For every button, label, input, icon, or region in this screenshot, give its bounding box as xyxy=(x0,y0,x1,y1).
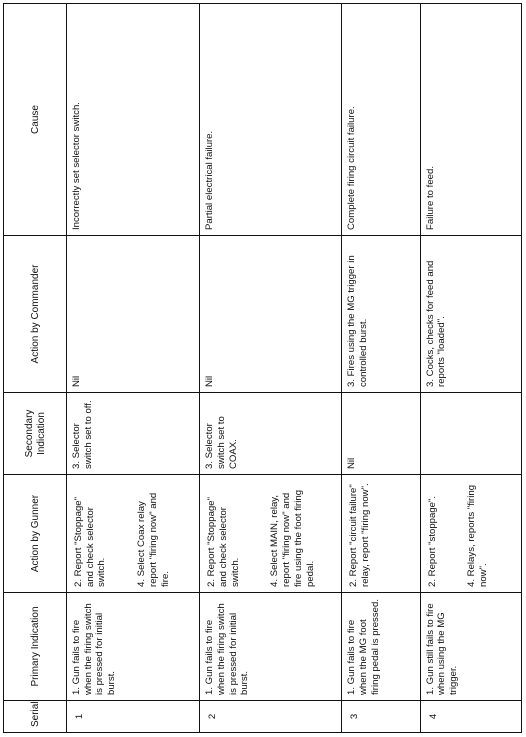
gunner-step: 4. Relays, reports "firing now". xyxy=(466,484,490,587)
header-action-by-gunner: Action by Gunner xyxy=(4,475,67,593)
cause-cell: Partial electrical failure. xyxy=(200,4,342,236)
gunner-step: 4. Select Coax relay report "firing now" and fire. xyxy=(136,492,171,587)
gunner-action-cell xyxy=(420,475,521,593)
gunner-action-cell xyxy=(342,475,420,593)
gunner-action-cell xyxy=(67,475,200,593)
primary-indication-cell: 1. Gun still fails to fire when using the MG trigger. xyxy=(420,593,521,701)
commander-action-cell: Nil xyxy=(200,236,342,393)
gunner-step: 2. Report "stoppage". xyxy=(426,495,438,587)
gunner-action-cell xyxy=(200,475,342,593)
header-row xyxy=(4,4,67,733)
secondary-indication-cell: 3. Selector switch set to COAX. xyxy=(200,393,342,475)
header-action-by-commander: Action by Commander xyxy=(4,236,67,393)
commander-action-cell: 3. Fires using the MG trigger in controlled burst. xyxy=(342,236,420,393)
table-row xyxy=(200,4,342,733)
serial-cell: 3 xyxy=(342,701,420,733)
cause-cell: Complete firing circuit failure. xyxy=(342,4,420,236)
table-row xyxy=(342,4,420,733)
primary-indication-cell: 1. Gun fails to fire when the firing switch is pressed for initial burst. xyxy=(67,593,200,701)
primary-indication-cell: 1. Gun fails to fire when the firing switch is pressed for initial burst. xyxy=(200,593,342,701)
header-serial: Serial xyxy=(4,701,67,733)
secondary-indication-cell: 3. Selector switch set to off. xyxy=(67,393,200,475)
header-secondary-indication: Secondary Indication xyxy=(4,393,67,475)
gunner-step: 4. Select MAIN, relay, report "firing now" and fire using the foot firing pedal. xyxy=(269,489,316,587)
commander-action-cell: Nil xyxy=(67,236,200,393)
header-primary-indication: Primary Indication xyxy=(4,593,67,701)
cause-cell: Incorrectly set selector switch. xyxy=(67,4,200,236)
primary-indication-cell: 1. Gun fails to fire when the MG foot firing pedal is pressed. xyxy=(342,593,420,701)
serial-cell: 2 xyxy=(200,701,342,733)
gunner-step: 2. Report "Stoppage" and check selector switch. xyxy=(206,496,241,587)
header-cause: Cause xyxy=(4,4,67,236)
table-row xyxy=(420,4,521,733)
commander-action-cell: 3. Cocks, checks for feed and reports "loaded". xyxy=(420,236,521,393)
secondary-indication-cell: Nil xyxy=(342,393,420,475)
cause-cell: Failure to feed. xyxy=(420,4,521,236)
serial-cell: 4 xyxy=(420,701,521,733)
serial-cell: 1 xyxy=(67,701,200,733)
table-row xyxy=(67,4,200,733)
gunner-step: 2. Report "circuit failure" relay, report "firing now". xyxy=(348,483,372,587)
gunner-step: 2. Report "Stoppage" and check selector switch. xyxy=(73,496,108,587)
secondary-indication-cell xyxy=(420,393,521,475)
fault-diagnosis-table xyxy=(3,3,522,733)
